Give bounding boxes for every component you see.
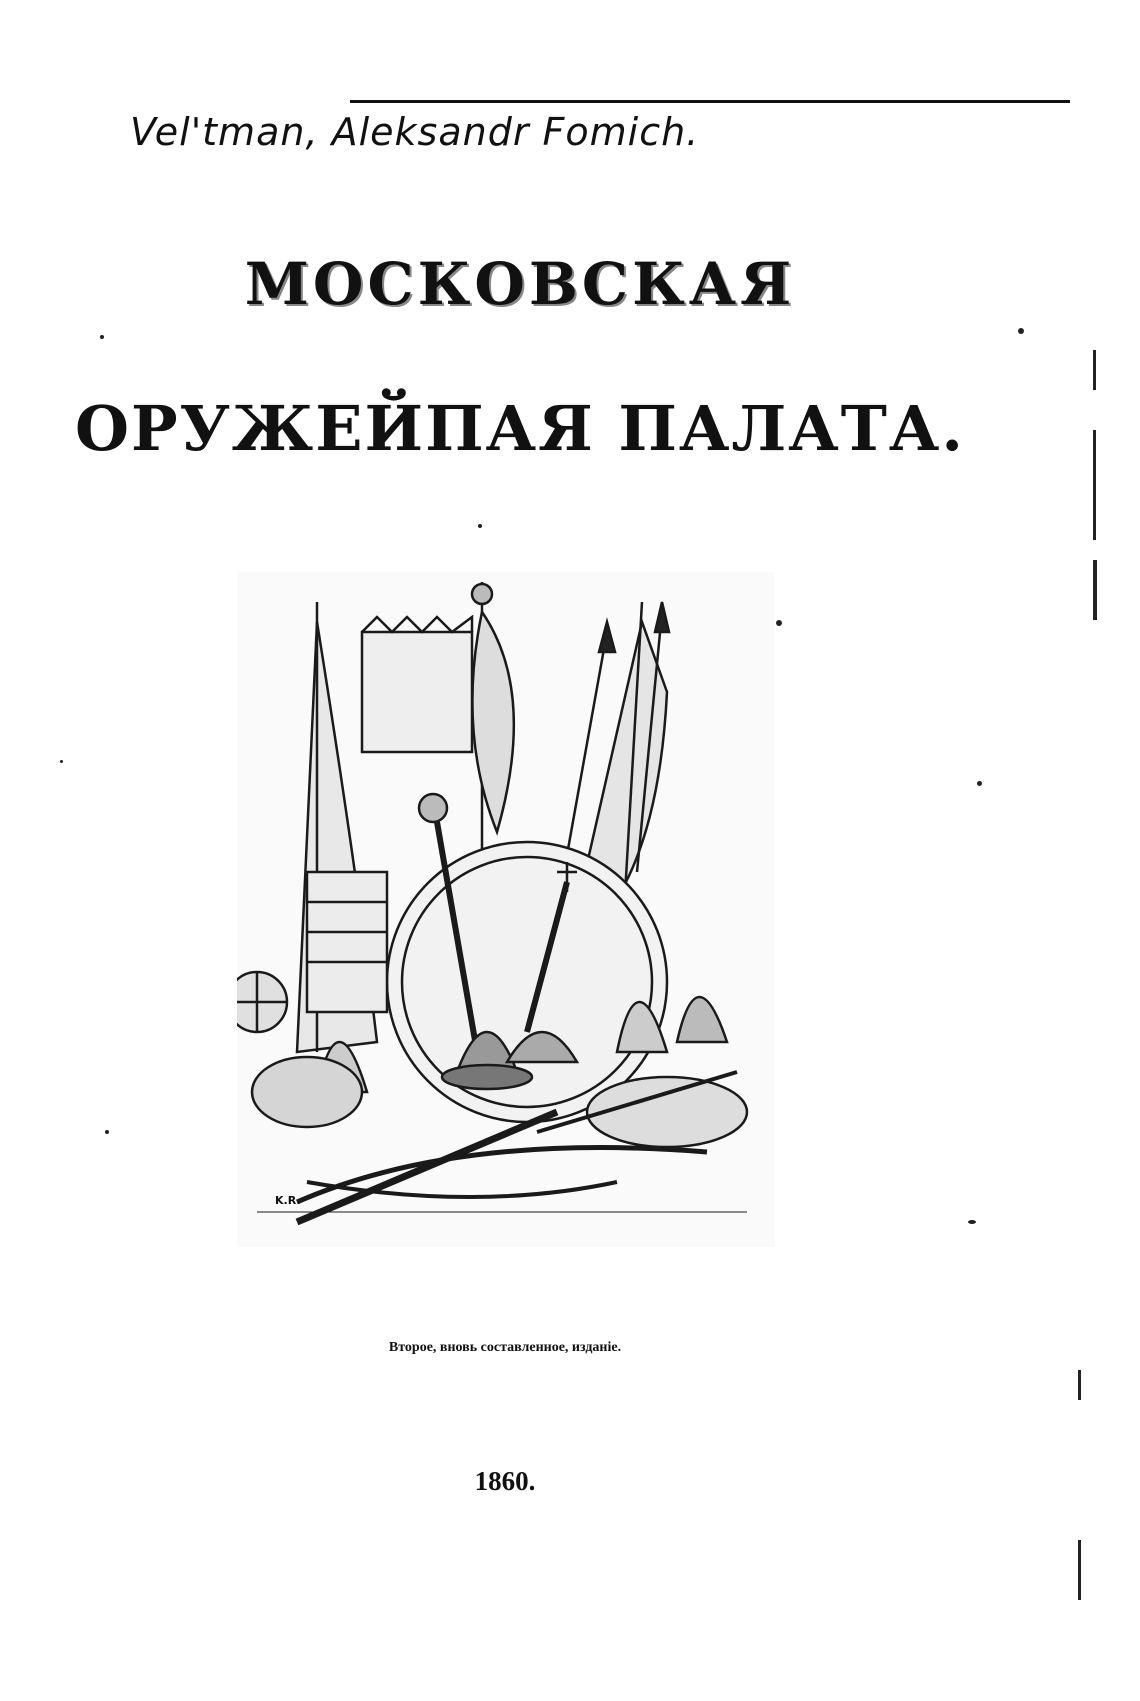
engraving-drawing <box>237 572 775 1247</box>
armory-trophy-engraving <box>237 572 775 1247</box>
scan-edge-mark <box>1093 430 1096 540</box>
scan-edge-mark <box>1093 560 1097 620</box>
scan-speck <box>1018 328 1024 334</box>
scan-edge-mark <box>1078 1370 1081 1400</box>
scan-speck <box>977 781 982 786</box>
publication-year: 1860. <box>474 1466 536 1496</box>
scan-speck <box>60 760 63 763</box>
scan-speck <box>478 524 482 528</box>
handwritten-annotation: Vel'tman, Aleksandr Fomich. <box>130 110 700 154</box>
scan-speck <box>968 1220 976 1224</box>
title-line-1: МОСКОВСКАЯ <box>244 250 796 318</box>
scan-speck <box>105 1130 109 1134</box>
top-rule <box>350 100 1070 103</box>
engraving-signature: K.R. <box>275 1194 301 1207</box>
scan-edge-mark <box>1093 350 1096 390</box>
title-line-2: ОРУЖЕЙПАЯ ПАЛАТА. <box>74 392 965 465</box>
scan-speck <box>100 335 104 339</box>
edition-note: Второе, вновь составленное, изданіе. <box>388 1340 622 1355</box>
scan-speck <box>776 620 782 626</box>
scan-edge-mark <box>1078 1540 1081 1600</box>
